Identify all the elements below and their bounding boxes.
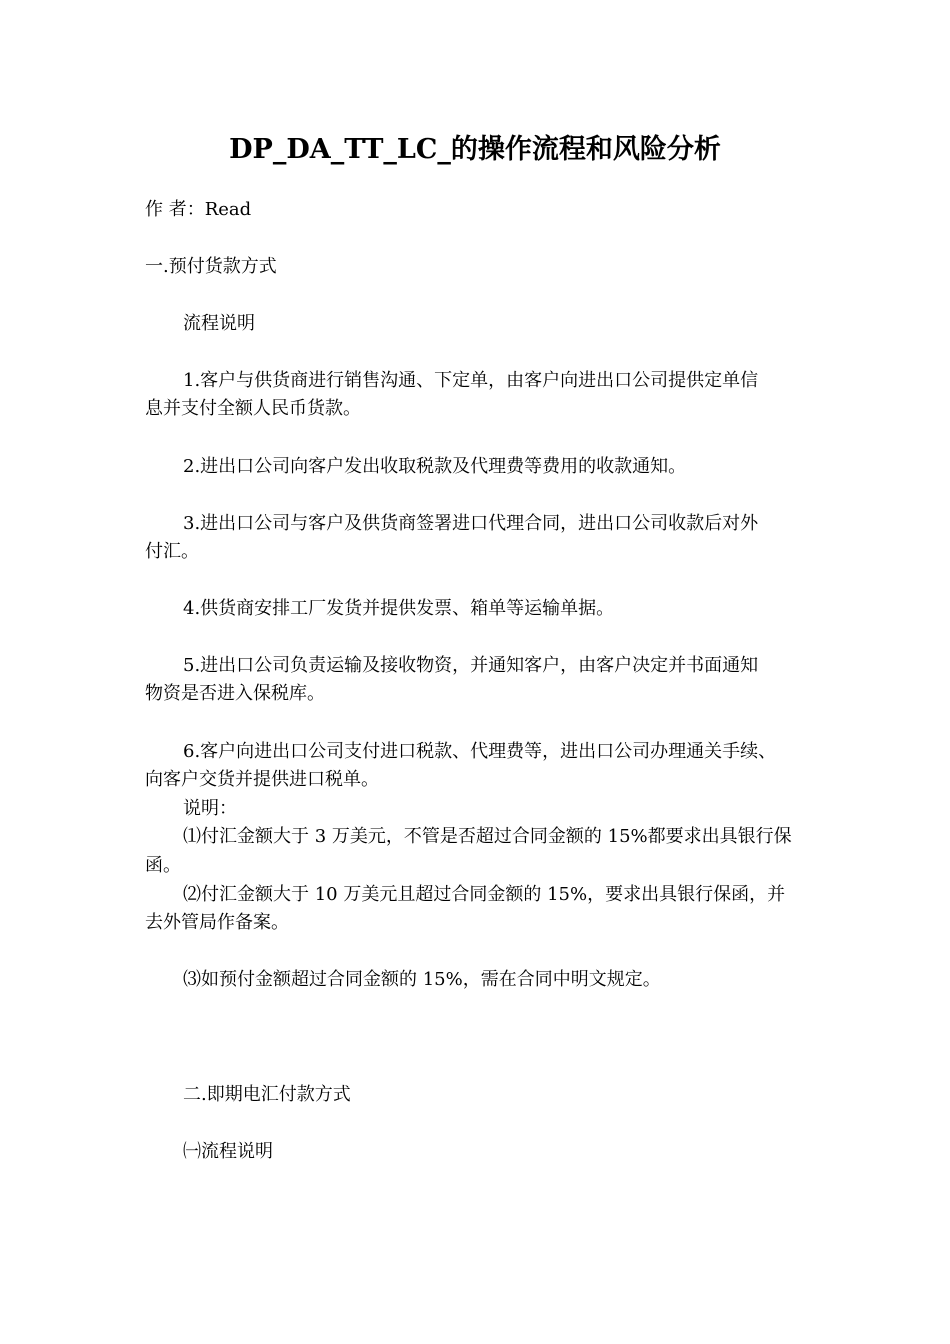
note-1-line-2: 函。 <box>145 855 181 876</box>
step-6-line-1: 6.客户向进出口公司支付进口税款、代理费等，进出口公司办理通关手续、 <box>183 741 777 762</box>
step-2-line-1: 2.进出口公司向客户发出收取税款及代理费等费用的收款通知。 <box>183 456 687 477</box>
section2-heading: 二.即期电汇付款方式 <box>183 1084 351 1105</box>
step-1-line-2: 息并支付全额人民币货款。 <box>145 398 361 419</box>
step-6-line-2: 向客户交货并提供进口税单。 <box>145 769 379 790</box>
note-1-line-1: ⑴付汇金额大于 3 万美元，不管是否超过合同金额的 15%都要求出具银行保 <box>183 826 792 847</box>
step-5-line-1: 5.进出口公司负责运输及接收物资，并通知客户，由客户决定并书面通知 <box>183 655 759 676</box>
step-3-line-1: 3.进出口公司与客户及供货商签署进口代理合同，进出口公司收款后对外 <box>183 513 759 534</box>
step-3-line-2: 付汇。 <box>145 541 199 562</box>
document-title: DP_DA_TT_LC_的操作流程和风险分析 <box>229 134 721 165</box>
section1-heading: 一.预付货款方式 <box>145 256 277 277</box>
section2-subheading: ㈠流程说明 <box>183 1141 273 1162</box>
section1-subheading: 流程说明 <box>183 313 255 334</box>
step-5-line-2: 物资是否进入保税库。 <box>145 683 325 704</box>
step-4-line-1: 4.供货商安排工厂发货并提供发票、箱单等运输单据。 <box>183 598 615 619</box>
note-2-line-2: 去外管局作备案。 <box>145 912 289 933</box>
step-1-line-1: 1.客户与供货商进行销售沟通、下定单，由客户向进出口公司提供定单信 <box>183 370 759 391</box>
author-line: 作 者：Read <box>145 199 252 220</box>
note-2-line-1: ⑵付汇金额大于 10 万美元且超过合同金额的 15%，要求出具银行保函，并 <box>183 884 786 905</box>
note-3-line-1: ⑶如预付金额超过合同金额的 15%，需在合同中明文规定。 <box>183 969 661 990</box>
notes-label: 说明： <box>183 798 237 819</box>
